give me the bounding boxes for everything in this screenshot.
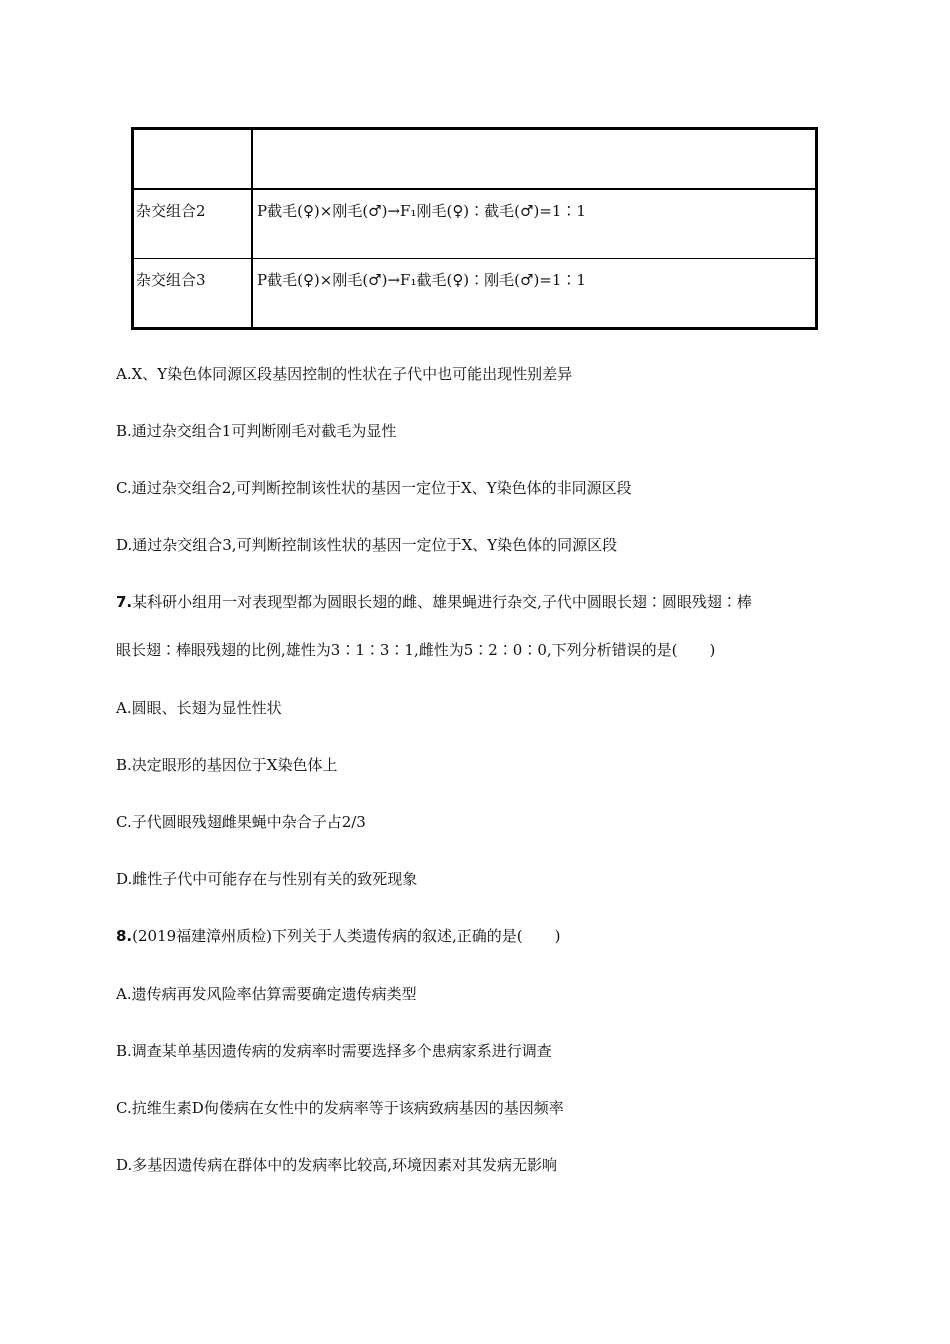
q8-option-b: B.调查某单基因遗传病的发病率时需要选择多个患病家系进行调查 <box>116 1042 552 1060</box>
q8-stem: 8.(2019福建漳州质检)下列关于人类遗传病的叙述,正确的是( ) <box>116 927 561 945</box>
q7-option-d: D.雌性子代中可能存在与性别有关的致死现象 <box>116 870 418 888</box>
table-row <box>133 189 817 259</box>
cross-label: 杂交组合2 <box>133 189 253 259</box>
q7-option-c: C.子代圆眼残翅雌果蝇中杂合子占2/3 <box>116 813 366 831</box>
q8-option-c: C.抗维生素D佝偻病在女性中的发病率等于该病致病基因的基因频率 <box>116 1099 564 1117</box>
cross-label <box>133 129 253 190</box>
cross-table <box>131 127 818 330</box>
cross-label: 杂交组合3 <box>133 259 253 329</box>
q7-stem-line2: 眼长翅∶棒眼残翅的比例,雄性为3∶1∶3∶1,雌性为5∶2∶0∶0,下列分析错误的是( ) <box>116 641 716 659</box>
q8-option-a: A.遗传病再发风险率估算需要确定遗传病类型 <box>116 985 417 1003</box>
table-row <box>133 129 817 190</box>
q6-option-c: C.通过杂交组合2,可判断控制该性状的基因一定位于X、Y染色体的非同源区段 <box>116 479 632 497</box>
q7-option-a: A.圆眼、长翅为显性性状 <box>116 699 282 717</box>
table-row <box>133 259 817 329</box>
q7-number: 7. <box>116 593 133 611</box>
q6-option-d: D.通过杂交组合3,可判断控制该性状的基因一定位于X、Y染色体的同源区段 <box>116 536 618 554</box>
q6-option-a: A.X、Y染色体同源区段基因控制的性状在子代中也可能出现性别差异 <box>116 365 573 383</box>
cross-content <box>252 129 817 190</box>
cross-content: P截毛(♀)×刚毛(♂)→F₁截毛(♀)∶刚毛(♂)=1∶1 <box>252 259 817 329</box>
q7-option-b: B.决定眼形的基因位于X染色体上 <box>116 756 338 774</box>
q8-number: 8. <box>116 927 133 945</box>
q7-stem-line1: 7.某科研小组用一对表现型都为圆眼长翅的雌、雄果蝇进行杂交,子代中圆眼长翅∶圆眼残翅∶棒 <box>116 593 752 611</box>
q8-option-d: D.多基因遗传病在群体中的发病率比较高,环境因素对其发病无影响 <box>116 1156 558 1174</box>
cross-content: P截毛(♀)×刚毛(♂)→F₁刚毛(♀)∶截毛(♂)=1∶1 <box>252 189 817 259</box>
q6-option-b: B.通过杂交组合1可判断刚毛对截毛为显性 <box>116 422 397 440</box>
